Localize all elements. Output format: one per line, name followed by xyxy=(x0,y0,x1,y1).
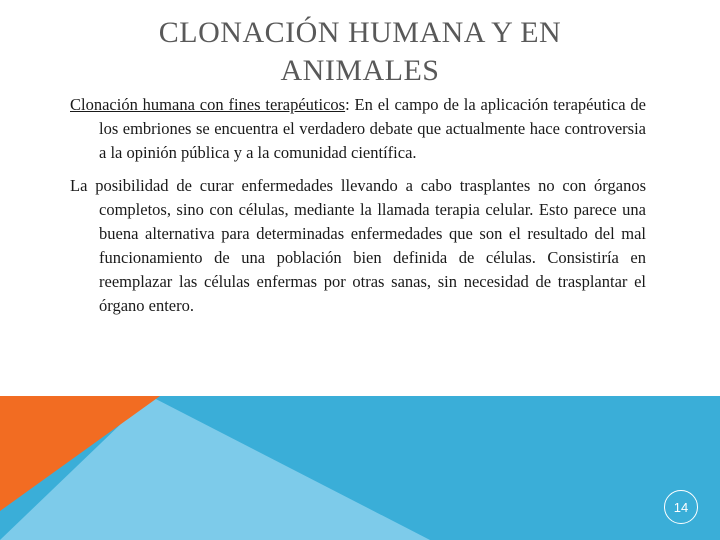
paragraph-heading: Clonación humana con fines terapéuticos xyxy=(70,95,346,114)
slide-title xyxy=(60,14,660,90)
decorative-bottom-band xyxy=(0,396,720,540)
slide-title-line-1: CLONACIÓN HUMANA Y EN xyxy=(158,16,562,49)
paragraph-text: : En el campo de la aplicación terapéutica de los embriones se encuentra el verdadero debate que actualmente hace controversia a la opinión pública y a la comunidad científica. xyxy=(99,95,646,162)
slide-body xyxy=(70,93,646,327)
paragraph-therapeutic-cloning xyxy=(70,93,646,165)
slide-title-line-2: ANIMALES xyxy=(280,54,440,87)
paragraph-cell-therapy: La posibilidad de curar enfermedades llevando a cabo trasplantes no con órganos completos, sino con células, mediante la llamada terapia celular. Esto parece una buena alternativa para determinadas enfermedades que son el resultado del mal funcionamiento de una población bien definida de células. Consistiría en reemplazar las células enfermas por otras sanas, sin necesidad de trasplantar el órgano entero. xyxy=(70,176,646,315)
page-number-badge: 14 xyxy=(664,490,698,524)
